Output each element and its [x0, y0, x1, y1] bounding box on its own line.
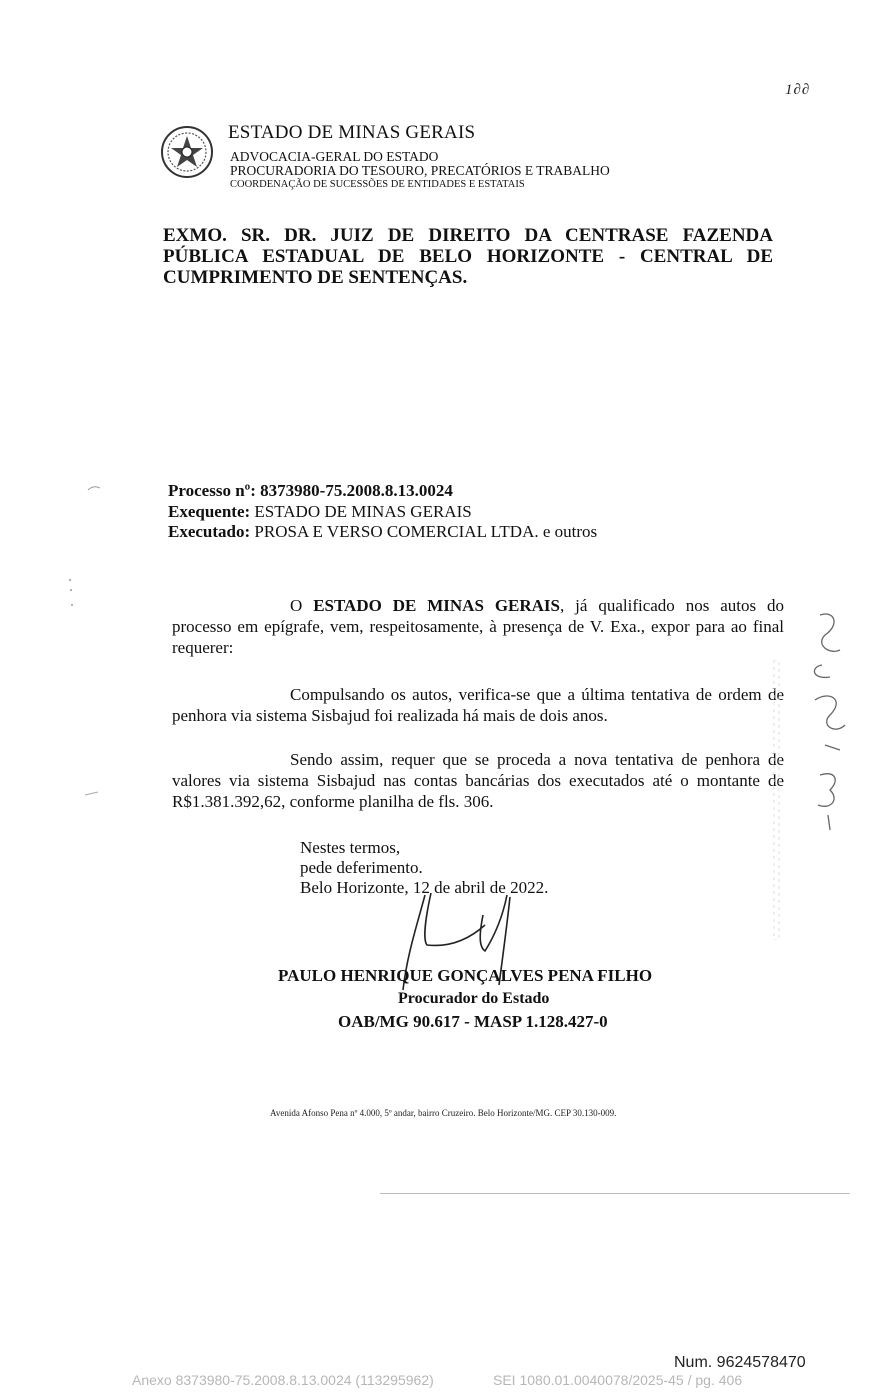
closing-line-3: Belo Horizonte, 12 de abril de 2022. — [300, 878, 549, 897]
footer-address: Avenida Afonso Pena nº 4.000, 5º andar, bairro Cruzeiro. Belo Horizonte/MG. CEP 30.130-009. — [270, 1108, 617, 1118]
signatory-oab: OAB/MG 90.617 - MASP 1.128.427-0 — [338, 1012, 608, 1031]
header-line-2: PROCURADORIA DO TESOURO, PRECATÓRIOS E TRABALHO — [230, 163, 610, 178]
executado-label: Executado: — [168, 522, 251, 541]
footer-divider — [380, 1193, 850, 1194]
paragraph-1-pre: O — [290, 596, 314, 615]
paragraph-3 — [172, 749, 784, 812]
process-number — [168, 481, 453, 501]
addressee-line-3: CUMPRIMENTO DE SENTENÇAS. — [163, 267, 468, 288]
closing-line-2: pede deferimento. — [300, 858, 423, 877]
closing-line-1: Nestes termos, — [300, 838, 401, 857]
header-line-1: ADVOCACIA-GERAL DO ESTADO — [230, 149, 439, 164]
footer-sei: SEI 1080.01.0040078/2025-45 / pg. 406 — [493, 1372, 743, 1388]
exequente — [168, 502, 472, 522]
signatory-role: Procurador do Estado — [398, 990, 550, 1007]
state-seal-icon — [160, 125, 214, 179]
margin-stamp — [770, 660, 784, 940]
addressee-line-2: PÚBLICA ESTADUAL DE BELO HORIZONTE - CENTRAL DE — [163, 246, 773, 267]
document-number: Num. 9624578470 — [674, 1354, 806, 1371]
footer-annex: Anexo 8373980-75.2008.8.13.0024 (113295962) — [132, 1372, 434, 1388]
exequente-value: ESTADO DE MINAS GERAIS — [254, 502, 472, 521]
paragraph-2 — [172, 684, 784, 726]
addressee-line-1: EXMO. SR. DR. JUIZ DE DIREITO DA CENTRASE FAZENDA — [163, 225, 773, 246]
process-number-value: 8373980-75.2008.8.13.0024 — [260, 481, 453, 500]
paragraph-1-rest: , já qualificado nos autos do processo em epígrafe, vem, respeitosamente, à presença de V. Exa., expor para ao final requerer: — [172, 596, 784, 657]
signatory-name: PAULO HENRIQUE GONÇALVES PENA FILHO — [278, 966, 653, 985]
paragraph-1-bold: ESTADO DE MINAS GERAIS — [313, 596, 561, 615]
page-number-handwritten: 1∂∂ — [785, 82, 811, 98]
scan-specks — [60, 480, 100, 810]
exequente-label: Exequente: — [168, 502, 251, 521]
paragraph-1 — [172, 595, 784, 658]
paragraph-3-text: Sendo assim, requer que se proceda a nova tentativa de penhora de valores via sistema Sisbajud nas contas bancárias dos executados até o montante de R$1.381.392,62, conforme planilha de fls. 306. — [172, 750, 784, 811]
paragraph-2-text: Compulsando os autos, verifica-se que a última tentativa de ordem de penhora via sistema Sisbajud foi realizada há mais de dois anos. — [172, 685, 784, 725]
margin-handwriting — [800, 605, 860, 835]
executado-value: PROSA E VERSO COMERCIAL LTDA. e outros — [254, 522, 598, 541]
process-number-label: Processo nº: — [168, 481, 256, 500]
header-line-3: COORDENAÇÃO DE SUCESSÕES DE ENTIDADES E ESTATAIS — [230, 179, 525, 190]
header-title: ESTADO DE MINAS GERAIS — [228, 122, 476, 143]
addressee — [163, 225, 773, 288]
executado — [168, 522, 597, 542]
